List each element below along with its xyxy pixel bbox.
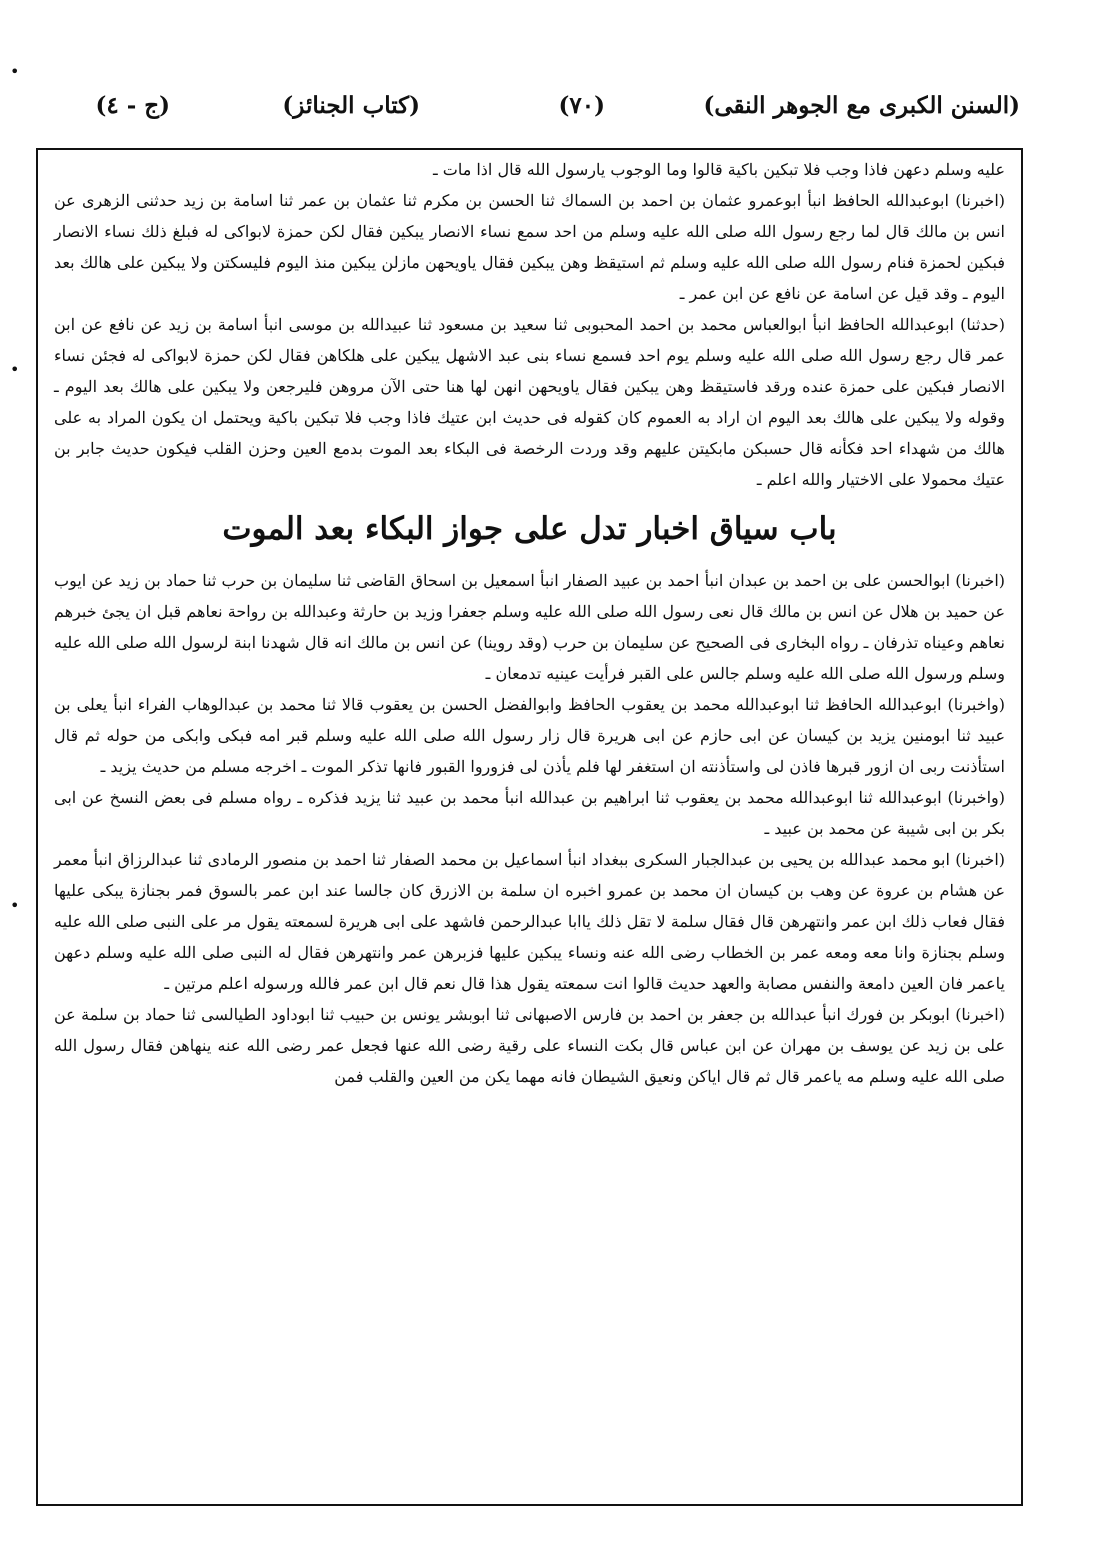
paragraph: (واخبرنا) ابوعبدالله الحافظ ثنا ابوعبدالله محمد بن يعقوب الحافظ وابوالفضل الحسن بن يعقوب قالا ثنا محمد بن عبدالوهاب الفراء انبأ يعلى بن عبيد ثنا ابومنين يزيد بن كيسان عن ابى حازم عن ابى هريرة قال زار رسول الله صلى الله عليه وسلم قبر امه فبكى وابكى من حوله ثم قال استأذنت ربى ان ازور قبرها فاذن لى واستأذنته ان استغفر لها فلم يأذن لى فزوروا القبور فانها تذكر الموت ـ اخرجه مسلم من حديث يزيد ـ [54, 695, 1005, 776]
margin-mark: • [10, 62, 20, 81]
paragraph: عليه وسلم دعهن فاذا وجب فلا تبكين باكية قالوا وما الوجوب يارسول الله قال اذا مات ـ [432, 160, 1005, 179]
paragraph: (اخبرنا) ابوالحسن على بن احمد بن عبدان انبأ احمد بن عبيد الصفار انبأ اسمعيل بن اسحاق القاضى ثنا سليمان بن حرب ثنا حماد بن زيد عن ايوب عن حميد بن هلال عن انس بن مالك قال نعى رسول الله صلى الله عليه وسلم جعفرا وزيد بن حارثة وعبدالله بن رواحة نعاهم قبل ان يجئ خبرهم نعاهم وعيناه تذرفان ـ رواه البخارى فى الصحيح عن سليمان بن حرب (وقد روينا) عن انس بن مالك انه قال شهدنا ابنة لرسول الله صلى الله عليه وسلم ورسول الله صلى الله عليه وسلم جالس على القبر فرأيت عينيه تدمعان ـ [54, 571, 1006, 683]
text-frame [36, 148, 1023, 1506]
book-title: (كتاب الجنائز) [282, 92, 420, 119]
section-title: باب سياق اخبار تدل على جواز البكاء بعد الموت [222, 511, 837, 547]
header-title: (السنن الكبرى مع الجوهر النقى) [703, 92, 1020, 119]
volume-label: (ج - ٤) [95, 92, 170, 119]
paragraph: (واخبرنا) ابوعبدالله ثنا ابوعبدالله محمد بن يعقوب ثنا ابراهيم بن عبدالله انبأ محمد بن عبيد ثنا يزيد فذكره ـ رواه مسلم فى بعض النسخ عن ابى بكر بن ابى شيبة عن محمد بن عبيد ـ [54, 788, 1005, 838]
paragraph: (اخبرنا) ابوعبدالله الحافظ انبأ ابوعمرو عثمان بن احمد بن السماك ثنا الحسن بن مكرم ثنا عثمان بن عمر ثنا اسامة بن زيد حدثنى الزهرى عن انس بن مالك قال لما رجع رسول الله صلى الله عليه وسلم من احد سمع نساء الانصار يبكين فقال لكن حمزة لابواكى له فبلغ ذلك نساء الانصار فبكين لحمزة فنام رسول الله صلى الله عليه وسلم ثم استيقظ وهن يبكين فقال ياويحهن مازلن يبكين منذ اليوم فليسكتن ولا يبكين على هالك بعد اليوم ـ وقد قيل عن اسامة عن نافع عن ابن عمر ـ [54, 191, 1005, 303]
paragraph: (اخبرنا) ابوبكر بن فورك انبأ عبدالله بن جعفر بن احمد بن فارس الاصبهانى ثنا ابوبشر يونس بن حبيب ثنا ابوداود الطيالسى ثنا حماد بن سلمة عن على بن زيد عن يوسف بن مهران عن ابن عباس قال بكت النساء على رقية رضى الله عنها فجعل عمر رضى الله عنه ينهاهن فقال رسول الله صلى الله عليه وسلم مه ياعمر قال ثم قال اياكن ونعيق الشيطان فانه مهما يكن من العين والقلب فمن [54, 1005, 1005, 1086]
margin-mark: • [10, 360, 20, 379]
page-number: (٧٠) [558, 92, 605, 119]
page-header [70, 92, 1020, 136]
paragraph: (حدثنا) ابوعبدالله الحافظ انبأ ابوالعباس محمد بن احمد المحبوبى ثنا سعيد بن مسعود ثنا عبيدالله بن موسى انبأ اسامة بن زيد عن نافع عن ابن عمر قال رجع رسول الله صلى الله عليه وسلم يوم احد فسمع نساء بنى عبد الاشهل يبكين على هلكاهن فقال لكن حمزة لابواكى له فجئن نساء الانصار فبكين على حمزة عنده ورقد فاستيقظ وهن يبكين فقال ياويحهن انهن لها هنا حتى الآن مروهن فليرجعن ولا يبكين على هالك بعد اليوم ـ وقوله ولا يبكين على هالك بعد اليوم ان اراد به العموم كان كقوله فى حديث ابن عتيك فاذا وجب فلا تبكين باكية ويحتمل ان يكون المراد به على هالك من شهداء احد فكأنه قال حسبكن مابكيتن عليهم وقد وردت الرخصة فى البكاء بعد الموت بدمع العين وحزن القلب فيكون حديث جابر بن عتيك محمولا على الاختيار والله اعلم ـ [54, 315, 1006, 489]
paragraph: (اخبرنا) ابو محمد عبدالله بن يحيى بن عبدالجبار السكرى ببغداد انبأ اسماعيل بن محمد الصفار ثنا احمد بن منصور الرمادى ثنا عبدالرزاق انبأ معمر عن هشام بن عروة عن وهب بن كيسان ان محمد بن عمرو اخبره ان سلمة بن الازرق كان جالسا عند ابن عمر بالسوق فمر بجنازة يبكى عليها فقال فعاب ذلك ابن عمر وانتهرهن قال فقال سلمة لا تقل ذلك ياابا عبدالرحمن فاشهد على ابى هريرة لسمعته يقول مر على النبى صلى الله عليه وسلم بجنازة وانا معه ومعه عمر بن الخطاب رضى الله عنه ونساء يبكين عليها فزبرهن عمر وانتهرهن فقال له النبى صلى الله عليه وسلم دعهن ياعمر فان العين دامعة والنفس مصابة والعهد حديث قالوا انت سمعته يقول هذا قال نعم قال ابن عمر فالله ورسوله اعلم مرتين ـ [54, 850, 1006, 993]
margin-mark: • [10, 896, 20, 915]
